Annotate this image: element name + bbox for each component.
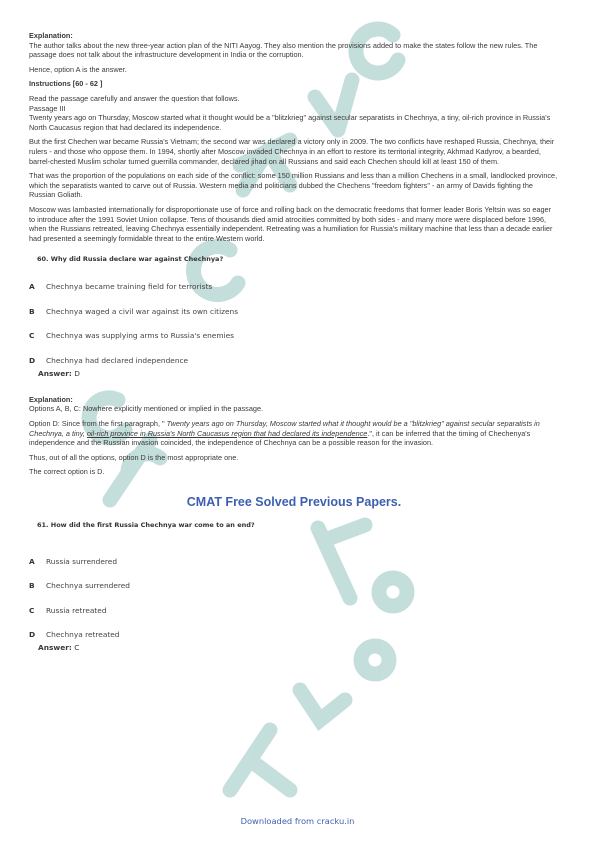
explanation-conclusion: Hence, option A is the answer. [29,64,127,74]
option-c[interactable]: C Russia retreated [29,605,107,615]
passage-paragraph-1: Twenty years ago on Thursday, Moscow started what it thought would be a "blitzkrieg" against secular separatists in Chechnya, a tiny, oil-rich province in Russia's North Caucasus region that had declared its independence. [29,113,551,132]
option-d[interactable]: D Chechnya retreated [29,630,120,640]
passage-paragraph-4: Moscow was lambasted internationally for disproportionate use of force and rolling back on the democratic freedoms that former leader Boris Yeltsin was so eager to introduce after the 1991 Soviet Union collapse. Tens of thousands died amid atrocities committed by both sides - and many more were displaced before 1996, when the Russians retreated, leaving Chechnya essentially independent. Retreating was a humiliation for Russia's military machine that less than a decade earlier had presented a seemingly formidable threat to the entire Western world. [29,204,553,243]
explanation-60-heading: Explanation: [29,394,73,404]
passage-label: Passage III [29,103,66,113]
promo-link[interactable]: CMAT Free Solved Previous Papers. [186,494,402,509]
passage-paragraph-3: That was the proportion of the populations on each side of the conflict: some 150 million Russians and less than a million Chechens in a small, landlocked province, which the separatists wanted to carve out of Russia. Western media and politicians dubbed the Chechens "freedom fighters" - an army of Davids fighting the Russian Goliath. [29,171,558,200]
option-a[interactable]: A Russia surrendered [29,556,118,566]
question-61: 61. How did the first Russia Chechnya war come to an end? [37,521,255,530]
answer-60: Answer: D [38,368,80,378]
explanation-60-line3: Thus, out of all the options, option D is the most appropriate one. [29,452,239,462]
explanation-60-line4: The correct option is D. [29,467,105,477]
explanation-60-option-d: Option D: Since from the first paragraph, " Twenty years ago on Thursday, Moscow started what it thought would be a "blitzkrieg" against secular separatists in Chechnya, a tiny, oil-rich province in Russia's North Caucasus region that had declared its independence.", it can be inferred that the timing of Chechenya's independence and the Russian invasion coincided, the independence of Chechnya can be a possible reason for the invasion. [29,418,540,448]
option-b[interactable]: B Chechnya surrendered [29,581,130,591]
page-content [29,31,559,652]
passage-paragraph-2: But the first Chechen war became Russia's Vietnam; the second war was declared a victory only in 2009. The two conflicts have reshaped Russia, Chechnya, their rulers - and those who oppose them. In 1994, shortly after Moscow invaded Chechnya in an effort to restore its territorial integrity, Akhmad Kadyrov, a bearded, barrel-chested Muslim scholar turned guerrilla commander, declared jihad on all Russians and said each Chechen should kill at least 150 of them. [29,137,555,166]
option-b[interactable]: B Chechnya waged a civil war against its own citizens [29,306,239,316]
option-d[interactable]: D Chechnya had declared independence [29,355,189,365]
option-a[interactable]: A Chechnya became training field for terrorists [29,282,213,292]
footer-link[interactable]: Downloaded from cracku.in [240,816,355,826]
explanation-heading: Explanation: [29,31,73,40]
question-60: 60. Why did Russia declare war against Chechnya? [37,254,224,263]
answer-61: Answer: C [38,643,80,653]
instructions-heading: Instructions [60 - 62 ] [29,79,103,89]
explanation-text: The author talks about the new three-year action plan of the NITI Aayog. They also mention the provisions added to make the states follow the new rules. The passage does not talk about the infrastructure development in India or the corruption. [29,40,538,60]
instructions-line: Read the passage carefully and answer the question that follows. [29,93,240,103]
explanation-60-line1: Options A, B, C: Nowhere explicitly mentioned or implied in the passage. [29,404,264,414]
option-c[interactable]: C Chechnya was supplying arms to Russia's enemies [29,331,235,341]
